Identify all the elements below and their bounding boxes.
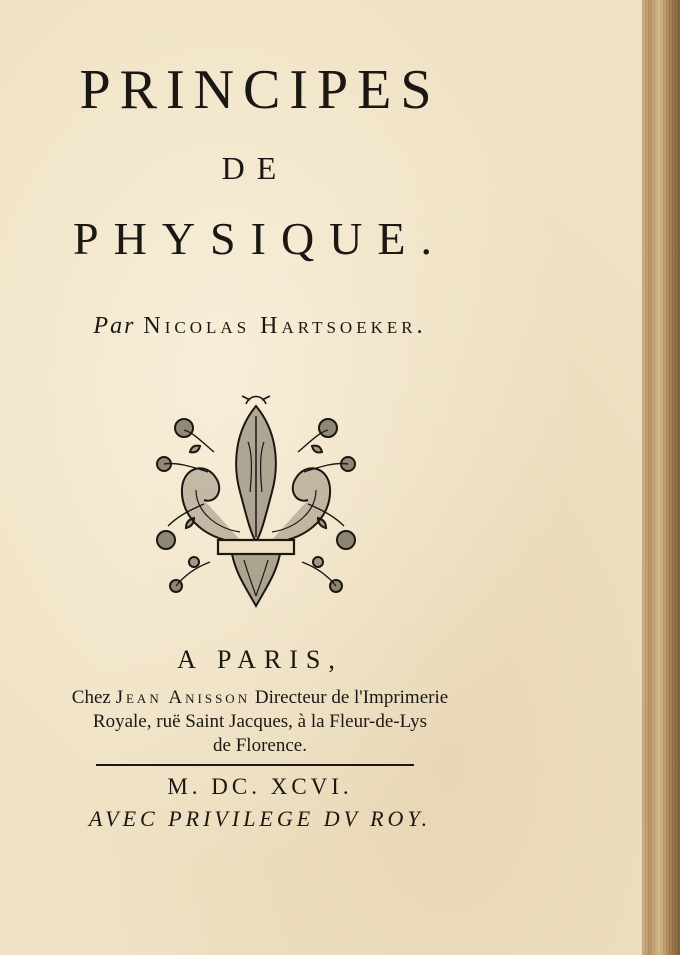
author-line — [0, 313, 520, 340]
title-line-de: DE — [221, 150, 289, 186]
publisher-title: Directeur de l'Imprimerie — [254, 687, 449, 708]
author-prefix: Par — [93, 313, 136, 339]
imprint-date: M. DC. XCVI. — [167, 774, 353, 799]
royal-privilege: AVEC PRIVILEGE DV ROY. — [88, 806, 432, 831]
author-name: Nicolas Hartsoeker. — [143, 313, 427, 339]
title-line-principes: PRINCIPES — [79, 59, 441, 121]
fleur-de-lys-ornament-icon — [150, 392, 362, 614]
title-line-physique: PHYSIQUE. — [73, 213, 447, 264]
publisher-line-3: de Florence. — [213, 735, 307, 756]
divider-rule — [96, 764, 414, 766]
imprint-place: A PARIS, — [177, 645, 343, 674]
publisher-line-1 — [10, 686, 510, 710]
publisher-prefix: Chez — [71, 687, 111, 708]
imprint-publisher — [10, 686, 510, 758]
publisher-line-2: Royale, ruë Saint Jacques, à la Fleur-de-Lys — [92, 711, 428, 732]
page-edge — [642, 0, 680, 955]
publisher-name: Jean Anisson — [115, 687, 251, 708]
